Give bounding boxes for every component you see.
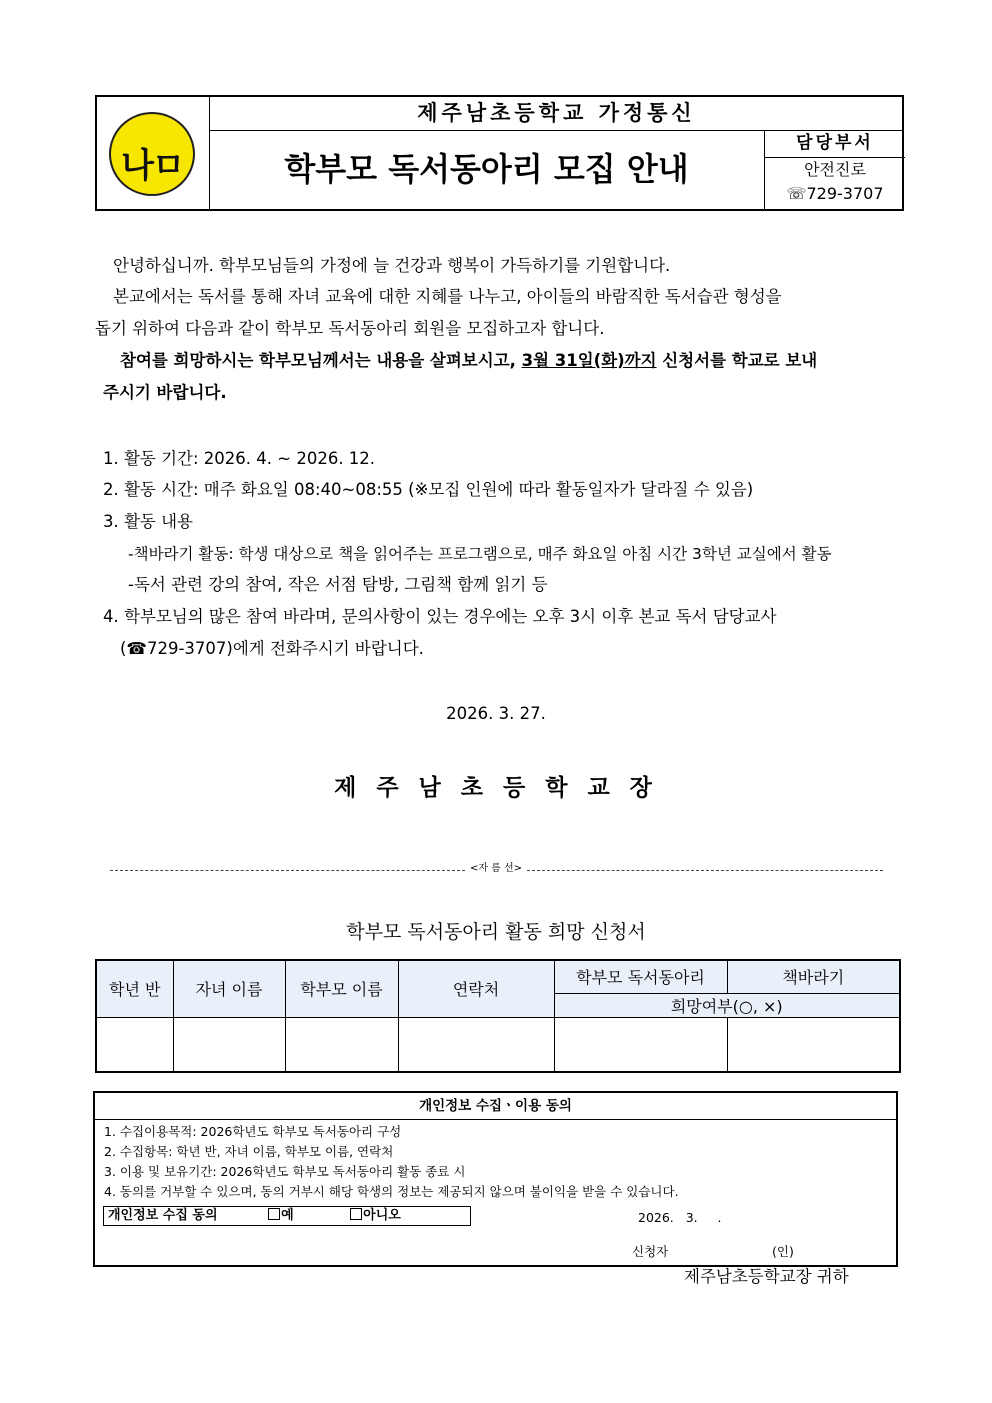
cut-line-right bbox=[527, 870, 883, 871]
checkbox-icon[interactable] bbox=[350, 1208, 362, 1220]
page-title: 학부모 독서동아리 모집 안내 bbox=[284, 150, 689, 188]
intro-line-4 bbox=[120, 350, 817, 372]
consent-yes-option[interactable] bbox=[268, 1208, 294, 1223]
form-title: 학부모 독서동아리 활동 희망 신청서 bbox=[346, 921, 646, 943]
logo-cell bbox=[97, 97, 210, 209]
addressee: 제주남초등학교장 귀하 bbox=[684, 1267, 849, 1286]
child-name-input[interactable] bbox=[173, 1017, 285, 1072]
consent-purpose: 1. 수집이용목적: 2026학년도 학부모 독서동아리 구성 bbox=[104, 1124, 402, 1139]
applicant-label: 신청자 bbox=[632, 1244, 669, 1259]
checkbox-icon[interactable] bbox=[268, 1208, 280, 1220]
deadline-text: 3월 31일(화)까지 bbox=[521, 351, 657, 370]
header-grade: 학년 반 bbox=[96, 960, 173, 1017]
header-child-name: 자녀 이름 bbox=[173, 960, 285, 1017]
consent-items: 2. 수집항목: 학년 반, 자녀 이름, 학부모 이름, 연락처 bbox=[104, 1144, 394, 1159]
intro-line-4-pre: 참여를 희망하시는 학부모님께서는 내용을 살펴보시고, bbox=[120, 351, 522, 370]
consent-period: 3. 이용 및 보유기간: 2026학년도 학부모 독서동아리 활동 종료 시 bbox=[104, 1164, 466, 1179]
header-parent-name: 학부모 이름 bbox=[285, 960, 398, 1017]
department-name: 안전진로 bbox=[804, 160, 866, 179]
consent-date: 2026. 3. . bbox=[638, 1210, 722, 1225]
cut-line-left bbox=[110, 870, 465, 871]
header-book-reader: 책바라기 bbox=[727, 960, 900, 993]
contact-input[interactable] bbox=[398, 1017, 554, 1072]
parent-name-input[interactable] bbox=[285, 1017, 398, 1072]
department-phone: ☏729-3707 bbox=[786, 184, 884, 203]
school-logo bbox=[109, 112, 195, 196]
header-contact: 연락처 bbox=[398, 960, 554, 1017]
item-content-a: -책바라기 활동: 학생 대상으로 책을 읽어주는 프로그램으로, 매주 화요일 아침 시간 3학년 교실에서 활동 bbox=[128, 545, 832, 563]
item-time: 2. 활동 시간: 매주 화요일 08:40~08:55 (※모집 인원에 따라 활동일자가 달라질 수 있음) bbox=[103, 480, 754, 499]
principal-signature: 제 주 남 초 등 학 교 장 bbox=[334, 775, 658, 801]
grade-input[interactable] bbox=[96, 1017, 173, 1072]
privacy-consent-box bbox=[93, 1091, 898, 1267]
consent-no-label: 아니오 bbox=[363, 1208, 401, 1223]
item-contact: 4. 학부모님의 많은 참여 바라며, 문의사항이 있는 경우에는 오후 3시 이후 본교 독서 담당교사 bbox=[103, 607, 777, 626]
cut-line-label: <자 름 선> bbox=[469, 863, 523, 874]
consent-refusal: 4. 동의를 거부할 수 있으며, 동의 거부시 해당 학생의 정보는 제공되지 않으며 불이익을 받을 수 있습니다. bbox=[104, 1184, 679, 1199]
logo-text: 나ㅁ bbox=[121, 146, 183, 186]
intro-line-2: 본교에서는 독서를 통해 자녀 교육에 대한 지혜를 나누고, 아이들의 바람직한 독서습관 형성을 bbox=[113, 287, 782, 306]
book-club-wish-input[interactable] bbox=[554, 1017, 727, 1072]
department-label: 담당부서 bbox=[765, 130, 905, 158]
consent-no-option[interactable] bbox=[350, 1208, 401, 1223]
item-content-b: -독서 관련 강의 참여, 작은 서점 탐방, 그림책 함께 읽기 등 bbox=[128, 575, 548, 594]
consent-agree-row bbox=[103, 1206, 471, 1226]
application-table bbox=[95, 959, 901, 1073]
item-content: 3. 활동 내용 bbox=[103, 512, 193, 531]
consent-title: 개인정보 수집ㆍ이용 동의 bbox=[95, 1093, 896, 1120]
item-contact-phone: (☎729-3707)에게 전화주시기 바랍니다. bbox=[120, 639, 424, 658]
seal-mark: (인) bbox=[772, 1244, 794, 1259]
intro-line-5: 주시기 바랍니다. bbox=[103, 383, 227, 402]
consent-agree-label: 개인정보 수집 동의 bbox=[108, 1208, 218, 1223]
intro-line-3: 돕기 위하여 다음과 같이 학부모 독서동아리 회원을 모집하고자 합니다. bbox=[95, 319, 605, 338]
letter-header bbox=[95, 95, 904, 211]
header-wish: 희망여부(○, ×) bbox=[554, 993, 900, 1017]
book-reader-wish-input[interactable] bbox=[727, 1017, 900, 1072]
item-period: 1. 활동 기간: 2026. 4. ~ 2026. 12. bbox=[103, 449, 376, 468]
school-news-heading: 제주남초등학교 가정통신 bbox=[209, 97, 904, 131]
consent-yes-label: 예 bbox=[281, 1208, 294, 1223]
letter-date: 2026. 3. 27. bbox=[446, 704, 546, 723]
intro-line-1: 안녕하십니까. 학부모님들의 가정에 늘 건강과 행복이 가득하기를 기원합니다. bbox=[113, 256, 671, 275]
header-book-club: 학부모 독서동아리 bbox=[554, 960, 727, 993]
department-box bbox=[764, 130, 905, 209]
intro-line-4-post: 신청서를 학교로 보내 bbox=[656, 351, 818, 370]
